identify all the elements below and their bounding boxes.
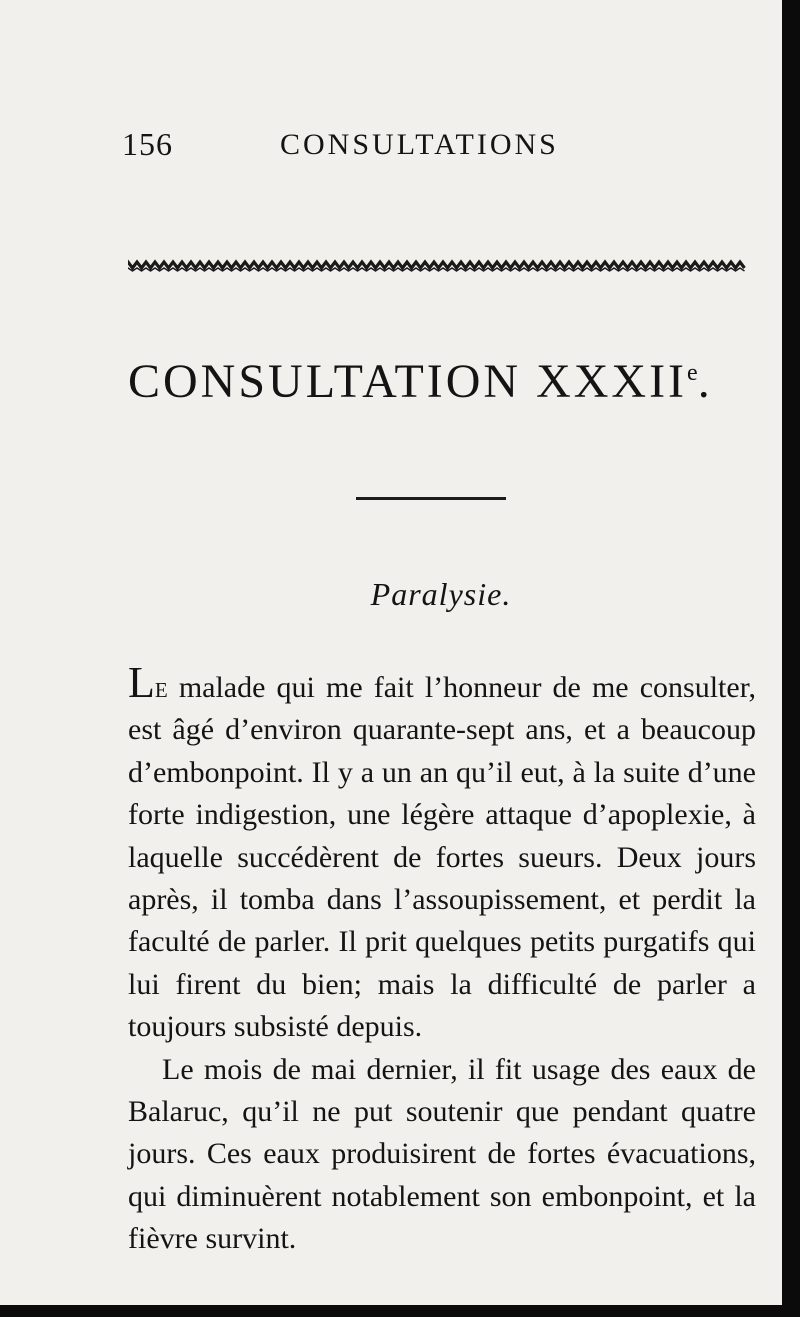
page-number: 156: [122, 126, 173, 162]
paragraph-small-caps: e: [154, 671, 168, 704]
running-title: CONSULTATIONS: [280, 128, 559, 161]
page-header: [122, 126, 602, 170]
chapter-title: [128, 355, 768, 408]
body-text: [128, 658, 756, 1261]
short-divider: [356, 497, 506, 500]
paragraph-initial: L: [128, 658, 155, 707]
chapter-title-text: CONSULTATION XXXII: [128, 355, 688, 408]
chapter-title-end: .: [697, 355, 713, 408]
paragraph-1: [128, 658, 756, 1049]
paragraph-2-text: Le mois de mai dernier, il fit usage des eaux de Balaruc, qu’il ne put soutenir que pendant quatre jours. Ces eaux produisirent de fortes évacuations, qui diminuèrent notablement son embonpoint, et la fièvre survint.: [128, 1052, 756, 1256]
wavy-divider: [128, 256, 748, 276]
paragraph-2: [128, 1049, 756, 1261]
paragraph-1-text: malade qui me fait l’honneur de me consulter, est âgé d’environ quarante-sept ans, et a beaucoup d’embonpoint. Il y a un an qu’il eut, à la suite d’une forte indigestion, une légère attaque d’apoplexie, à laquelle succédèrent de fortes sueurs. Deux jours après, il tomba dans l’assoupissement, et perdit la faculté de parler. Il prit quelques petits purgatifs qui lui firent du bien; mais la difficulté de parler a toujours subsisté depuis.: [128, 671, 756, 1044]
chapter-title-suffix: e: [687, 360, 698, 386]
section-title: Paralysie.: [370, 576, 512, 612]
